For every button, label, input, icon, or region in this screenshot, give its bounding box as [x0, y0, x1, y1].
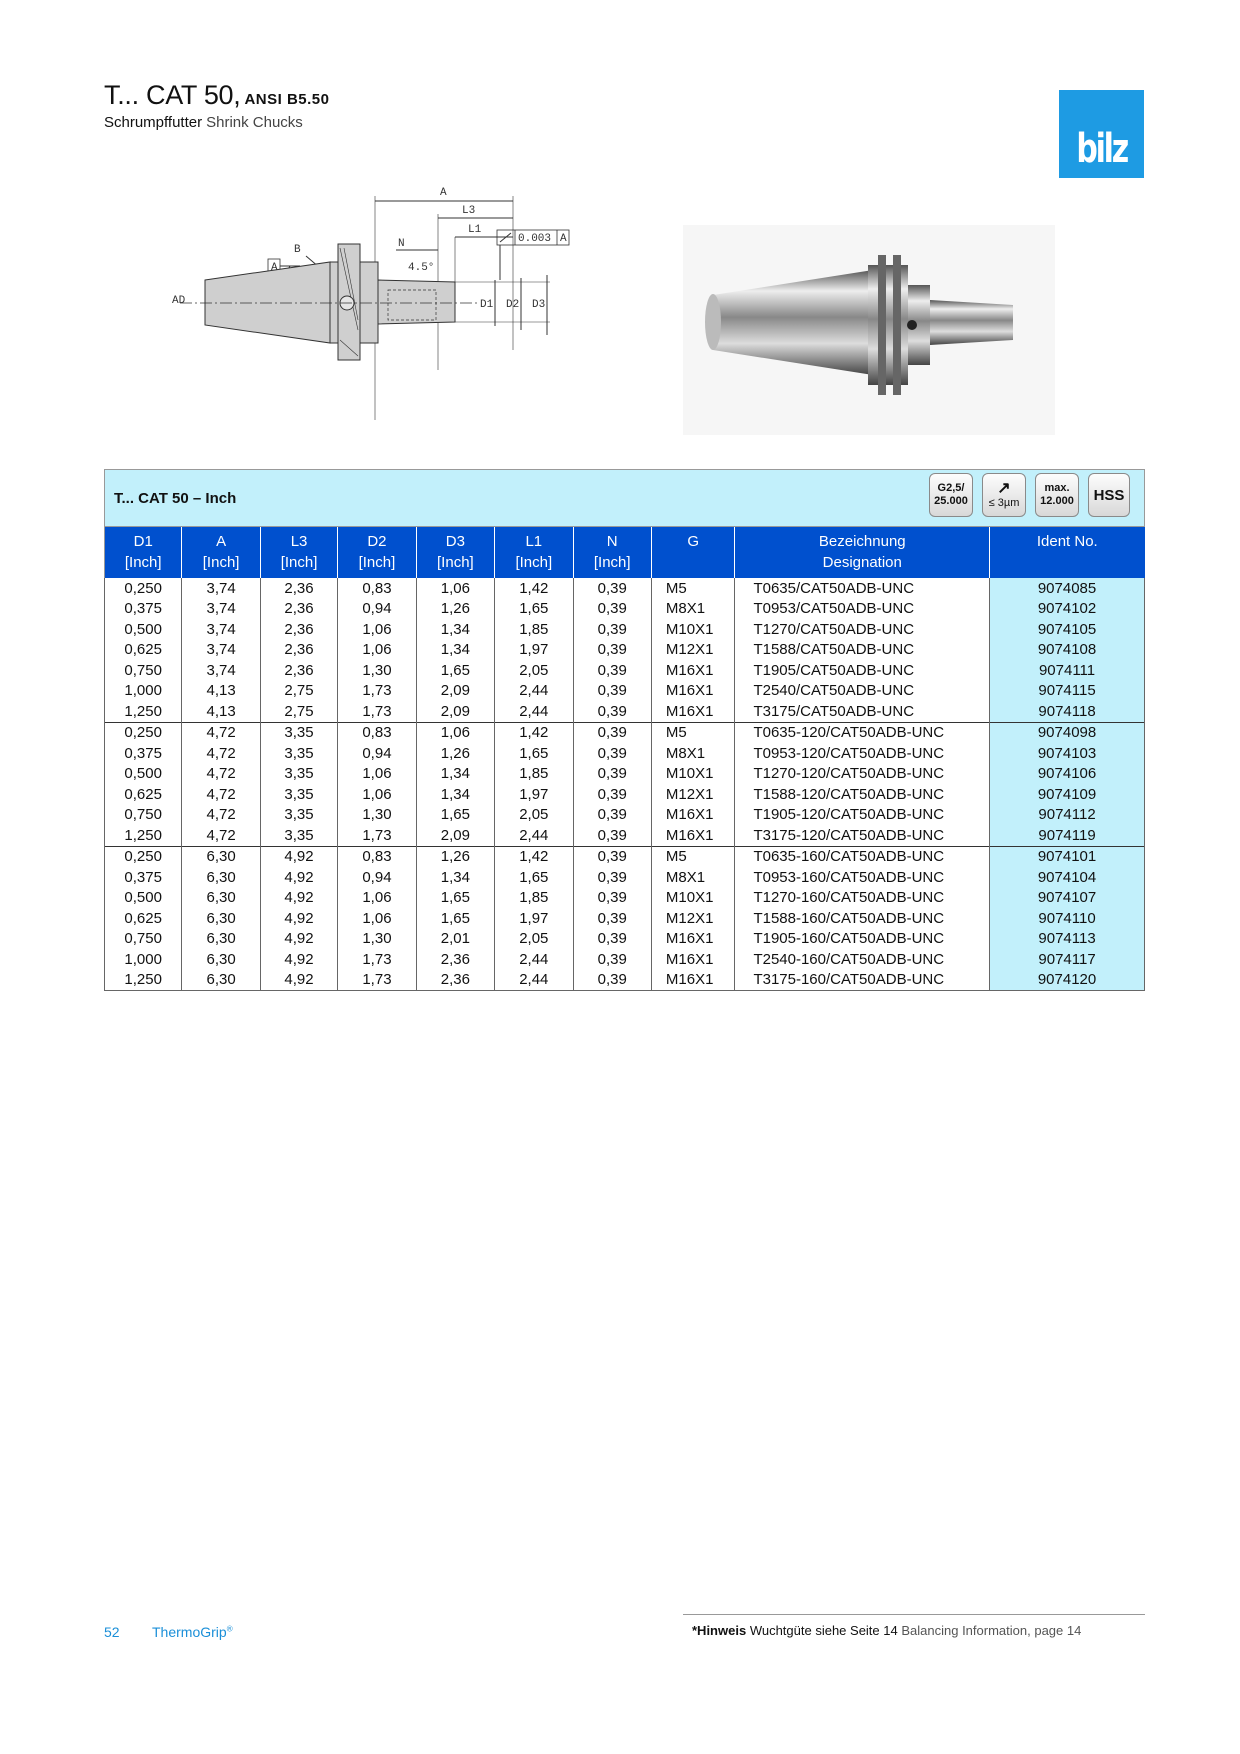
table-cell: 2,75 — [260, 701, 337, 722]
brand-name: ThermoGrip® — [152, 1624, 233, 1640]
table-cell: M16X1 — [651, 949, 735, 970]
table-cell: 3,35 — [260, 805, 337, 826]
table-cell: 1,97 — [495, 908, 573, 929]
dim-a: A — [440, 187, 447, 199]
table-cell: 4,13 — [182, 681, 260, 702]
table-cell: 1,85 — [495, 619, 573, 640]
table-cell: 1,06 — [338, 764, 416, 785]
table-cell: 1,30 — [338, 660, 416, 681]
table-cell: 0,39 — [573, 578, 651, 599]
table-row — [105, 825, 1145, 846]
table-cell: 1,000 — [105, 949, 182, 970]
table-cell: M16X1 — [651, 681, 735, 702]
table-cell: 2,36 — [416, 970, 494, 991]
table-cell: M16X1 — [651, 805, 735, 826]
table-cell: 9074115 — [990, 681, 1145, 702]
table-cell: 1,26 — [416, 743, 494, 764]
table-cell: 1,06 — [338, 619, 416, 640]
table-cell: 0,375 — [105, 743, 182, 764]
table-cell: 9074101 — [990, 846, 1145, 867]
table-cell: 0,625 — [105, 784, 182, 805]
table-cell: 0,39 — [573, 722, 651, 743]
table-cell: 1,06 — [338, 888, 416, 909]
table-cell: 9074103 — [990, 743, 1145, 764]
table-cell: 6,30 — [182, 929, 260, 950]
table-cell: 0,500 — [105, 764, 182, 785]
table-cell: M16X1 — [651, 701, 735, 722]
table-cell: 0,39 — [573, 743, 651, 764]
table-cell: 1,06 — [416, 578, 494, 599]
table-cell: 1,85 — [495, 888, 573, 909]
table-row — [105, 640, 1145, 661]
table-row — [105, 846, 1145, 867]
table-cell: 1,250 — [105, 970, 182, 991]
table-cell: 1,34 — [416, 784, 494, 805]
table-cell: 9074102 — [990, 599, 1145, 620]
table-row — [105, 681, 1145, 702]
table-cell: 6,30 — [182, 867, 260, 888]
table-cell: 3,74 — [182, 640, 260, 661]
table-cell: 1,65 — [416, 805, 494, 826]
table-cell: 1,250 — [105, 701, 182, 722]
table-cell: M16X1 — [651, 929, 735, 950]
column-header: G — [651, 527, 735, 578]
feature-badges — [929, 473, 1130, 517]
data-table — [104, 527, 1145, 991]
table-cell: M12X1 — [651, 640, 735, 661]
label-d2: D2 — [506, 299, 520, 311]
table-row — [105, 701, 1145, 722]
table-row — [105, 949, 1145, 970]
table-cell: 1,65 — [495, 867, 573, 888]
table-cell: 4,72 — [182, 764, 260, 785]
table-cell: M12X1 — [651, 784, 735, 805]
table-cell: 4,92 — [260, 929, 337, 950]
table-cell: 0,375 — [105, 599, 182, 620]
table-cell: M8X1 — [651, 599, 735, 620]
table-cell: 4,92 — [260, 867, 337, 888]
table-cell: M5 — [651, 578, 735, 599]
table-cell: 1,73 — [338, 970, 416, 991]
technical-drawing — [172, 180, 660, 440]
table-cell: 9074098 — [990, 722, 1145, 743]
table-cell: 0,94 — [338, 867, 416, 888]
table-cell: 2,44 — [495, 825, 573, 846]
table-cell: T0953-120/CAT50ADB-UNC — [735, 743, 990, 764]
table-cell: 3,35 — [260, 764, 337, 785]
table-cell: T1588-120/CAT50ADB-UNC — [735, 784, 990, 805]
table-cell: 0,39 — [573, 660, 651, 681]
table-cell: 2,36 — [260, 599, 337, 620]
table-cell: 2,36 — [260, 660, 337, 681]
table-cell: T1588-160/CAT50ADB-UNC — [735, 908, 990, 929]
table-cell: T1905-120/CAT50ADB-UNC — [735, 805, 990, 826]
hss-icon: HSS — [1088, 473, 1130, 517]
table-cell: 9074117 — [990, 949, 1145, 970]
table-title: T... CAT 50 – Inch — [114, 490, 237, 507]
table-cell: 3,35 — [260, 722, 337, 743]
table-cell: T0635/CAT50ADB-UNC — [735, 578, 990, 599]
table-cell: 9074120 — [990, 970, 1145, 991]
table-cell: 2,36 — [260, 619, 337, 640]
table-cell: 1,250 — [105, 825, 182, 846]
table-cell: 1,73 — [338, 825, 416, 846]
table-cell: 9074104 — [990, 867, 1145, 888]
table-cell: M16X1 — [651, 825, 735, 846]
table-cell: 0,375 — [105, 867, 182, 888]
table-cell: 1,42 — [495, 846, 573, 867]
table-row — [105, 929, 1145, 950]
balance-quality-icon: G2,5/ 25.000 — [929, 473, 973, 517]
table-cell: M16X1 — [651, 970, 735, 991]
table-cell: 9074111 — [990, 660, 1145, 681]
table-cell: 0,39 — [573, 599, 651, 620]
table-cell: 0,39 — [573, 640, 651, 661]
table-cell: 2,36 — [260, 578, 337, 599]
table-cell: 2,09 — [416, 701, 494, 722]
table-cell: 1,65 — [416, 660, 494, 681]
table-cell: 1,34 — [416, 764, 494, 785]
product-photo — [683, 225, 1055, 435]
table-cell: 0,39 — [573, 681, 651, 702]
table-cell: 1,73 — [338, 681, 416, 702]
table-cell: 4,92 — [260, 888, 337, 909]
table-cell: 2,44 — [495, 701, 573, 722]
table-cell: 1,30 — [338, 805, 416, 826]
table-cell: 3,35 — [260, 743, 337, 764]
table-row — [105, 888, 1145, 909]
table-cell: T1588/CAT50ADB-UNC — [735, 640, 990, 661]
table-title-bar — [104, 469, 1145, 527]
footer-divider — [683, 1614, 1145, 1615]
table-cell: T1270-160/CAT50ADB-UNC — [735, 888, 990, 909]
table-cell: T0635-160/CAT50ADB-UNC — [735, 846, 990, 867]
table-row — [105, 722, 1145, 743]
column-header: Bezeichnung Designation — [735, 527, 990, 578]
table-cell: 1,65 — [416, 908, 494, 929]
table-row — [105, 599, 1145, 620]
table-cell: 9074113 — [990, 929, 1145, 950]
bilz-logo: bilz — [1059, 90, 1144, 178]
table-cell: 0,83 — [338, 846, 416, 867]
table-cell: T0635-120/CAT50ADB-UNC — [735, 722, 990, 743]
tolerance-value: 0.003 — [518, 233, 552, 245]
page-subtitle: Schrumpffutter Shrink Chucks — [104, 114, 303, 131]
table-cell: 9074119 — [990, 825, 1145, 846]
table-cell: 0,39 — [573, 846, 651, 867]
table-cell: 2,36 — [260, 640, 337, 661]
max-speed-icon: max. 12.000 — [1035, 473, 1079, 517]
table-cell: 0,39 — [573, 888, 651, 909]
column-header: D1 [Inch] — [105, 527, 182, 578]
table-cell: M8X1 — [651, 867, 735, 888]
table-cell: 9074112 — [990, 805, 1145, 826]
table-cell: 2,36 — [416, 949, 494, 970]
table-cell: 2,05 — [495, 805, 573, 826]
table-row — [105, 578, 1145, 599]
table-cell: T0953-160/CAT50ADB-UNC — [735, 867, 990, 888]
table-cell: 1,65 — [416, 888, 494, 909]
table-cell: 4,72 — [182, 743, 260, 764]
product-table — [104, 469, 1145, 991]
table-row — [105, 764, 1145, 785]
table-cell: 2,44 — [495, 970, 573, 991]
table-cell: 0,39 — [573, 908, 651, 929]
page-number: 52 — [104, 1624, 120, 1640]
table-cell: 1,97 — [495, 640, 573, 661]
table-cell: 1,06 — [416, 722, 494, 743]
table-cell: 9074106 — [990, 764, 1145, 785]
table-cell: 0,39 — [573, 805, 651, 826]
table-cell: 1,34 — [416, 640, 494, 661]
table-cell: 0,39 — [573, 619, 651, 640]
table-cell: 1,34 — [416, 867, 494, 888]
table-cell: 4,92 — [260, 970, 337, 991]
table-cell: 6,30 — [182, 949, 260, 970]
table-cell: 4,92 — [260, 846, 337, 867]
table-cell: 1,42 — [495, 722, 573, 743]
table-cell: 9074118 — [990, 701, 1145, 722]
column-header: L3 [Inch] — [260, 527, 337, 578]
table-cell: M16X1 — [651, 660, 735, 681]
table-cell: T3175-160/CAT50ADB-UNC — [735, 970, 990, 991]
table-cell: 1,06 — [338, 908, 416, 929]
column-header: N [Inch] — [573, 527, 651, 578]
runout-icon: ↗ ≤ 3µm — [982, 473, 1026, 517]
datum-a-box: A — [271, 262, 278, 274]
table-cell: 4,13 — [182, 701, 260, 722]
table-cell: 0,625 — [105, 908, 182, 929]
table-cell: 3,74 — [182, 619, 260, 640]
subtitle-english: Shrink Chucks — [206, 114, 303, 131]
table-cell: M5 — [651, 846, 735, 867]
table-row — [105, 908, 1145, 929]
table-cell: 0,94 — [338, 743, 416, 764]
table-cell: 2,75 — [260, 681, 337, 702]
table-row — [105, 743, 1145, 764]
table-cell: 9074110 — [990, 908, 1145, 929]
table-cell: 0,500 — [105, 619, 182, 640]
table-cell: 2,05 — [495, 929, 573, 950]
table-cell: 4,92 — [260, 908, 337, 929]
table-cell: 1,73 — [338, 701, 416, 722]
table-cell: 0,39 — [573, 929, 651, 950]
table-cell: 4,92 — [260, 949, 337, 970]
table-cell: 9074108 — [990, 640, 1145, 661]
table-cell: 3,74 — [182, 599, 260, 620]
table-cell: 1,06 — [338, 640, 416, 661]
table-row — [105, 970, 1145, 991]
table-cell: 1,06 — [338, 784, 416, 805]
table-cell: 0,250 — [105, 578, 182, 599]
table-cell: 0,39 — [573, 784, 651, 805]
table-cell: 0,39 — [573, 867, 651, 888]
table-cell: T1905-160/CAT50ADB-UNC — [735, 929, 990, 950]
table-cell: 0,750 — [105, 805, 182, 826]
table-cell: 2,09 — [416, 681, 494, 702]
tolerance-ref: A — [560, 233, 567, 245]
table-cell: 1,26 — [416, 846, 494, 867]
column-header: D2 [Inch] — [338, 527, 416, 578]
table-cell: 1,34 — [416, 619, 494, 640]
column-header: D3 [Inch] — [416, 527, 494, 578]
column-header: A [Inch] — [182, 527, 260, 578]
table-cell: 3,74 — [182, 578, 260, 599]
table-cell: 0,750 — [105, 929, 182, 950]
table-cell: M5 — [651, 722, 735, 743]
table-cell: T0953/CAT50ADB-UNC — [735, 599, 990, 620]
label-n: N — [398, 238, 405, 250]
dim-l1: L1 — [468, 224, 482, 236]
table-cell: 2,44 — [495, 681, 573, 702]
table-cell: 6,30 — [182, 888, 260, 909]
table-cell: 0,39 — [573, 949, 651, 970]
table-row — [105, 784, 1145, 805]
table-cell: 1,26 — [416, 599, 494, 620]
table-cell: 2,05 — [495, 660, 573, 681]
footer-note: *Hinweis Wuchtgüte siehe Seite 14 Balancing Information, page 14 — [692, 1623, 1082, 1638]
table-cell: 2,09 — [416, 825, 494, 846]
table-cell: 4,72 — [182, 784, 260, 805]
table-cell: M10X1 — [651, 888, 735, 909]
table-cell: T2540-160/CAT50ADB-UNC — [735, 949, 990, 970]
page-title: T... CAT 50, ANSI B5.50 — [104, 80, 330, 110]
table-cell: T1270-120/CAT50ADB-UNC — [735, 764, 990, 785]
table-cell: 0,500 — [105, 888, 182, 909]
table-cell: 0,39 — [573, 825, 651, 846]
table-cell: 0,83 — [338, 578, 416, 599]
table-cell: 9074105 — [990, 619, 1145, 640]
table-row — [105, 619, 1145, 640]
label-ad: AD — [172, 295, 186, 307]
table-cell: 3,74 — [182, 660, 260, 681]
label-b: B — [294, 244, 301, 256]
column-header: L1 [Inch] — [495, 527, 573, 578]
table-cell: T1905/CAT50ADB-UNC — [735, 660, 990, 681]
table-cell: 0,94 — [338, 599, 416, 620]
table-cell: 0,750 — [105, 660, 182, 681]
table-cell: T3175-120/CAT50ADB-UNC — [735, 825, 990, 846]
table-cell: M8X1 — [651, 743, 735, 764]
dim-l3: L3 — [462, 205, 476, 217]
table-cell: T1270/CAT50ADB-UNC — [735, 619, 990, 640]
table-cell: 4,72 — [182, 805, 260, 826]
table-row — [105, 805, 1145, 826]
table-cell: 9074085 — [990, 578, 1145, 599]
table-cell: 0,250 — [105, 722, 182, 743]
table-cell: 0,83 — [338, 722, 416, 743]
table-cell: 1,97 — [495, 784, 573, 805]
table-cell: 6,30 — [182, 846, 260, 867]
table-cell: 1,65 — [495, 743, 573, 764]
table-cell: 1,73 — [338, 949, 416, 970]
table-cell: 0,39 — [573, 701, 651, 722]
column-header: Ident No. — [990, 527, 1145, 578]
table-cell: 0,625 — [105, 640, 182, 661]
table-cell: 0,39 — [573, 970, 651, 991]
table-cell: 1,30 — [338, 929, 416, 950]
table-row — [105, 660, 1145, 681]
table-cell: 2,01 — [416, 929, 494, 950]
table-cell: 6,30 — [182, 970, 260, 991]
label-d3: D3 — [532, 299, 546, 311]
table-cell: 0,39 — [573, 764, 651, 785]
label-d1: D1 — [480, 299, 494, 311]
table-row — [105, 867, 1145, 888]
table-cell: 9074107 — [990, 888, 1145, 909]
table-cell: 3,35 — [260, 825, 337, 846]
table-cell: 1,42 — [495, 578, 573, 599]
table-cell: M12X1 — [651, 908, 735, 929]
table-cell: T3175/CAT50ADB-UNC — [735, 701, 990, 722]
table-cell: 9074109 — [990, 784, 1145, 805]
table-cell: 1,000 — [105, 681, 182, 702]
standard-label: ANSI B5.50 — [244, 91, 330, 108]
label-angle: 4.5° — [408, 262, 435, 274]
table-cell: T2540/CAT50ADB-UNC — [735, 681, 990, 702]
table-cell: 0,250 — [105, 846, 182, 867]
table-cell: 6,30 — [182, 908, 260, 929]
table-cell: 1,85 — [495, 764, 573, 785]
table-cell: 1,65 — [495, 599, 573, 620]
table-header-row — [105, 527, 1145, 578]
table-cell: 4,72 — [182, 722, 260, 743]
table-cell: M10X1 — [651, 764, 735, 785]
table-cell: 2,44 — [495, 949, 573, 970]
table-cell: M10X1 — [651, 619, 735, 640]
table-cell: 4,72 — [182, 825, 260, 846]
table-cell: 3,35 — [260, 784, 337, 805]
